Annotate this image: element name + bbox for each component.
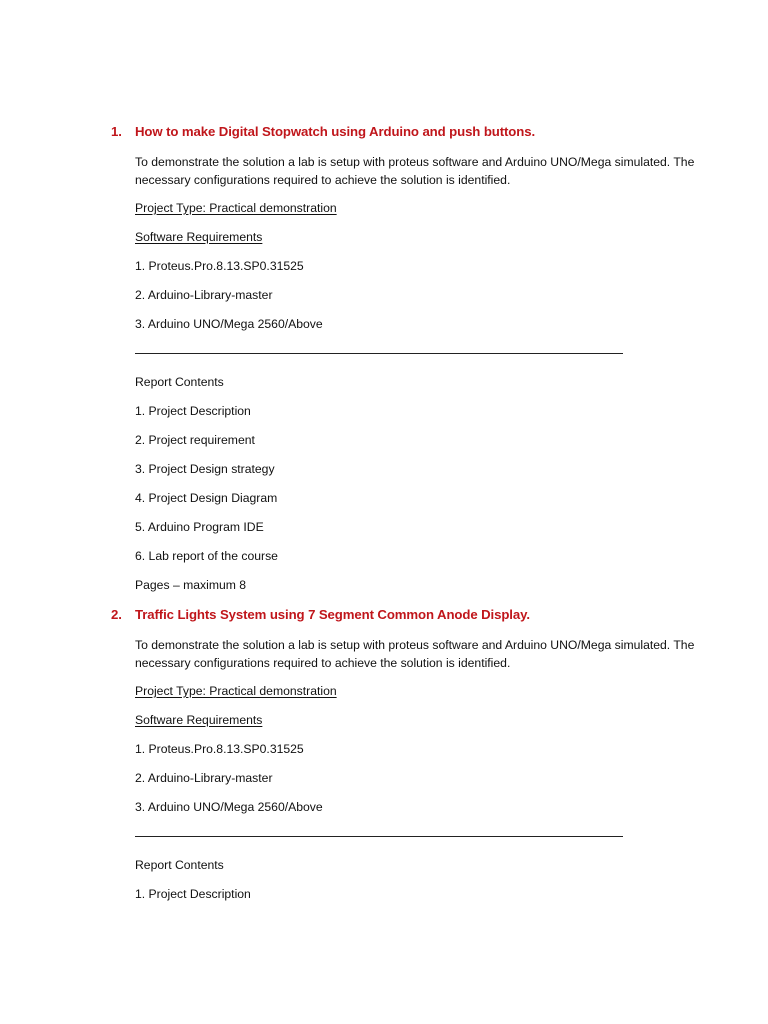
report-item: 4. Project Design Diagram — [135, 491, 278, 505]
report-item: 6. Lab report of the course — [135, 549, 278, 563]
pages-note: Pages – maximum 8 — [135, 578, 247, 592]
section-heading — [111, 607, 530, 622]
section-number: 2. — [111, 607, 122, 622]
divider-line — [135, 836, 623, 837]
report-item: 1. Project Description — [135, 887, 251, 901]
software-item: 2. Arduino-Library-master — [135, 288, 273, 302]
section-intro: To demonstrate the solution a lab is setup with proteus software and Arduino UNO/Mega simulated. The necessary configurations required to achieve the solution is identified. — [135, 638, 695, 670]
software-heading: Software Requirements — [135, 713, 263, 727]
section-intro: To demonstrate the solution a lab is setup with proteus software and Arduino UNO/Mega simulated. The necessary configurations required to achieve the solution is identified. — [135, 155, 695, 187]
divider-line — [135, 353, 623, 354]
report-heading: Report Contents — [135, 375, 224, 389]
software-item: 3. Arduino UNO/Mega 2560/Above — [135, 800, 323, 814]
report-item: 1. Project Description — [135, 404, 251, 418]
section-heading — [111, 124, 535, 139]
software-heading: Software Requirements — [135, 230, 263, 244]
project-type: Project Type: Practical demonstration — [135, 684, 337, 698]
software-item: 3. Arduino UNO/Mega 2560/Above — [135, 317, 323, 331]
report-item: 3. Project Design strategy — [135, 462, 275, 476]
software-item: 1. Proteus.Pro.8.13.SP0.31525 — [135, 259, 304, 273]
section-title: How to make Digital Stopwatch using Arduino and push buttons. — [135, 124, 536, 139]
section-number: 1. — [111, 124, 122, 139]
report-heading: Report Contents — [135, 858, 224, 872]
report-item: 5. Arduino Program IDE — [135, 520, 264, 534]
report-item: 2. Project requirement — [135, 433, 255, 447]
project-type: Project Type: Practical demonstration — [135, 201, 337, 215]
software-item: 1. Proteus.Pro.8.13.SP0.31525 — [135, 742, 304, 756]
software-item: 2. Arduino-Library-master — [135, 771, 273, 785]
section-title: Traffic Lights System using 7 Segment Common Anode Display. — [135, 607, 530, 622]
